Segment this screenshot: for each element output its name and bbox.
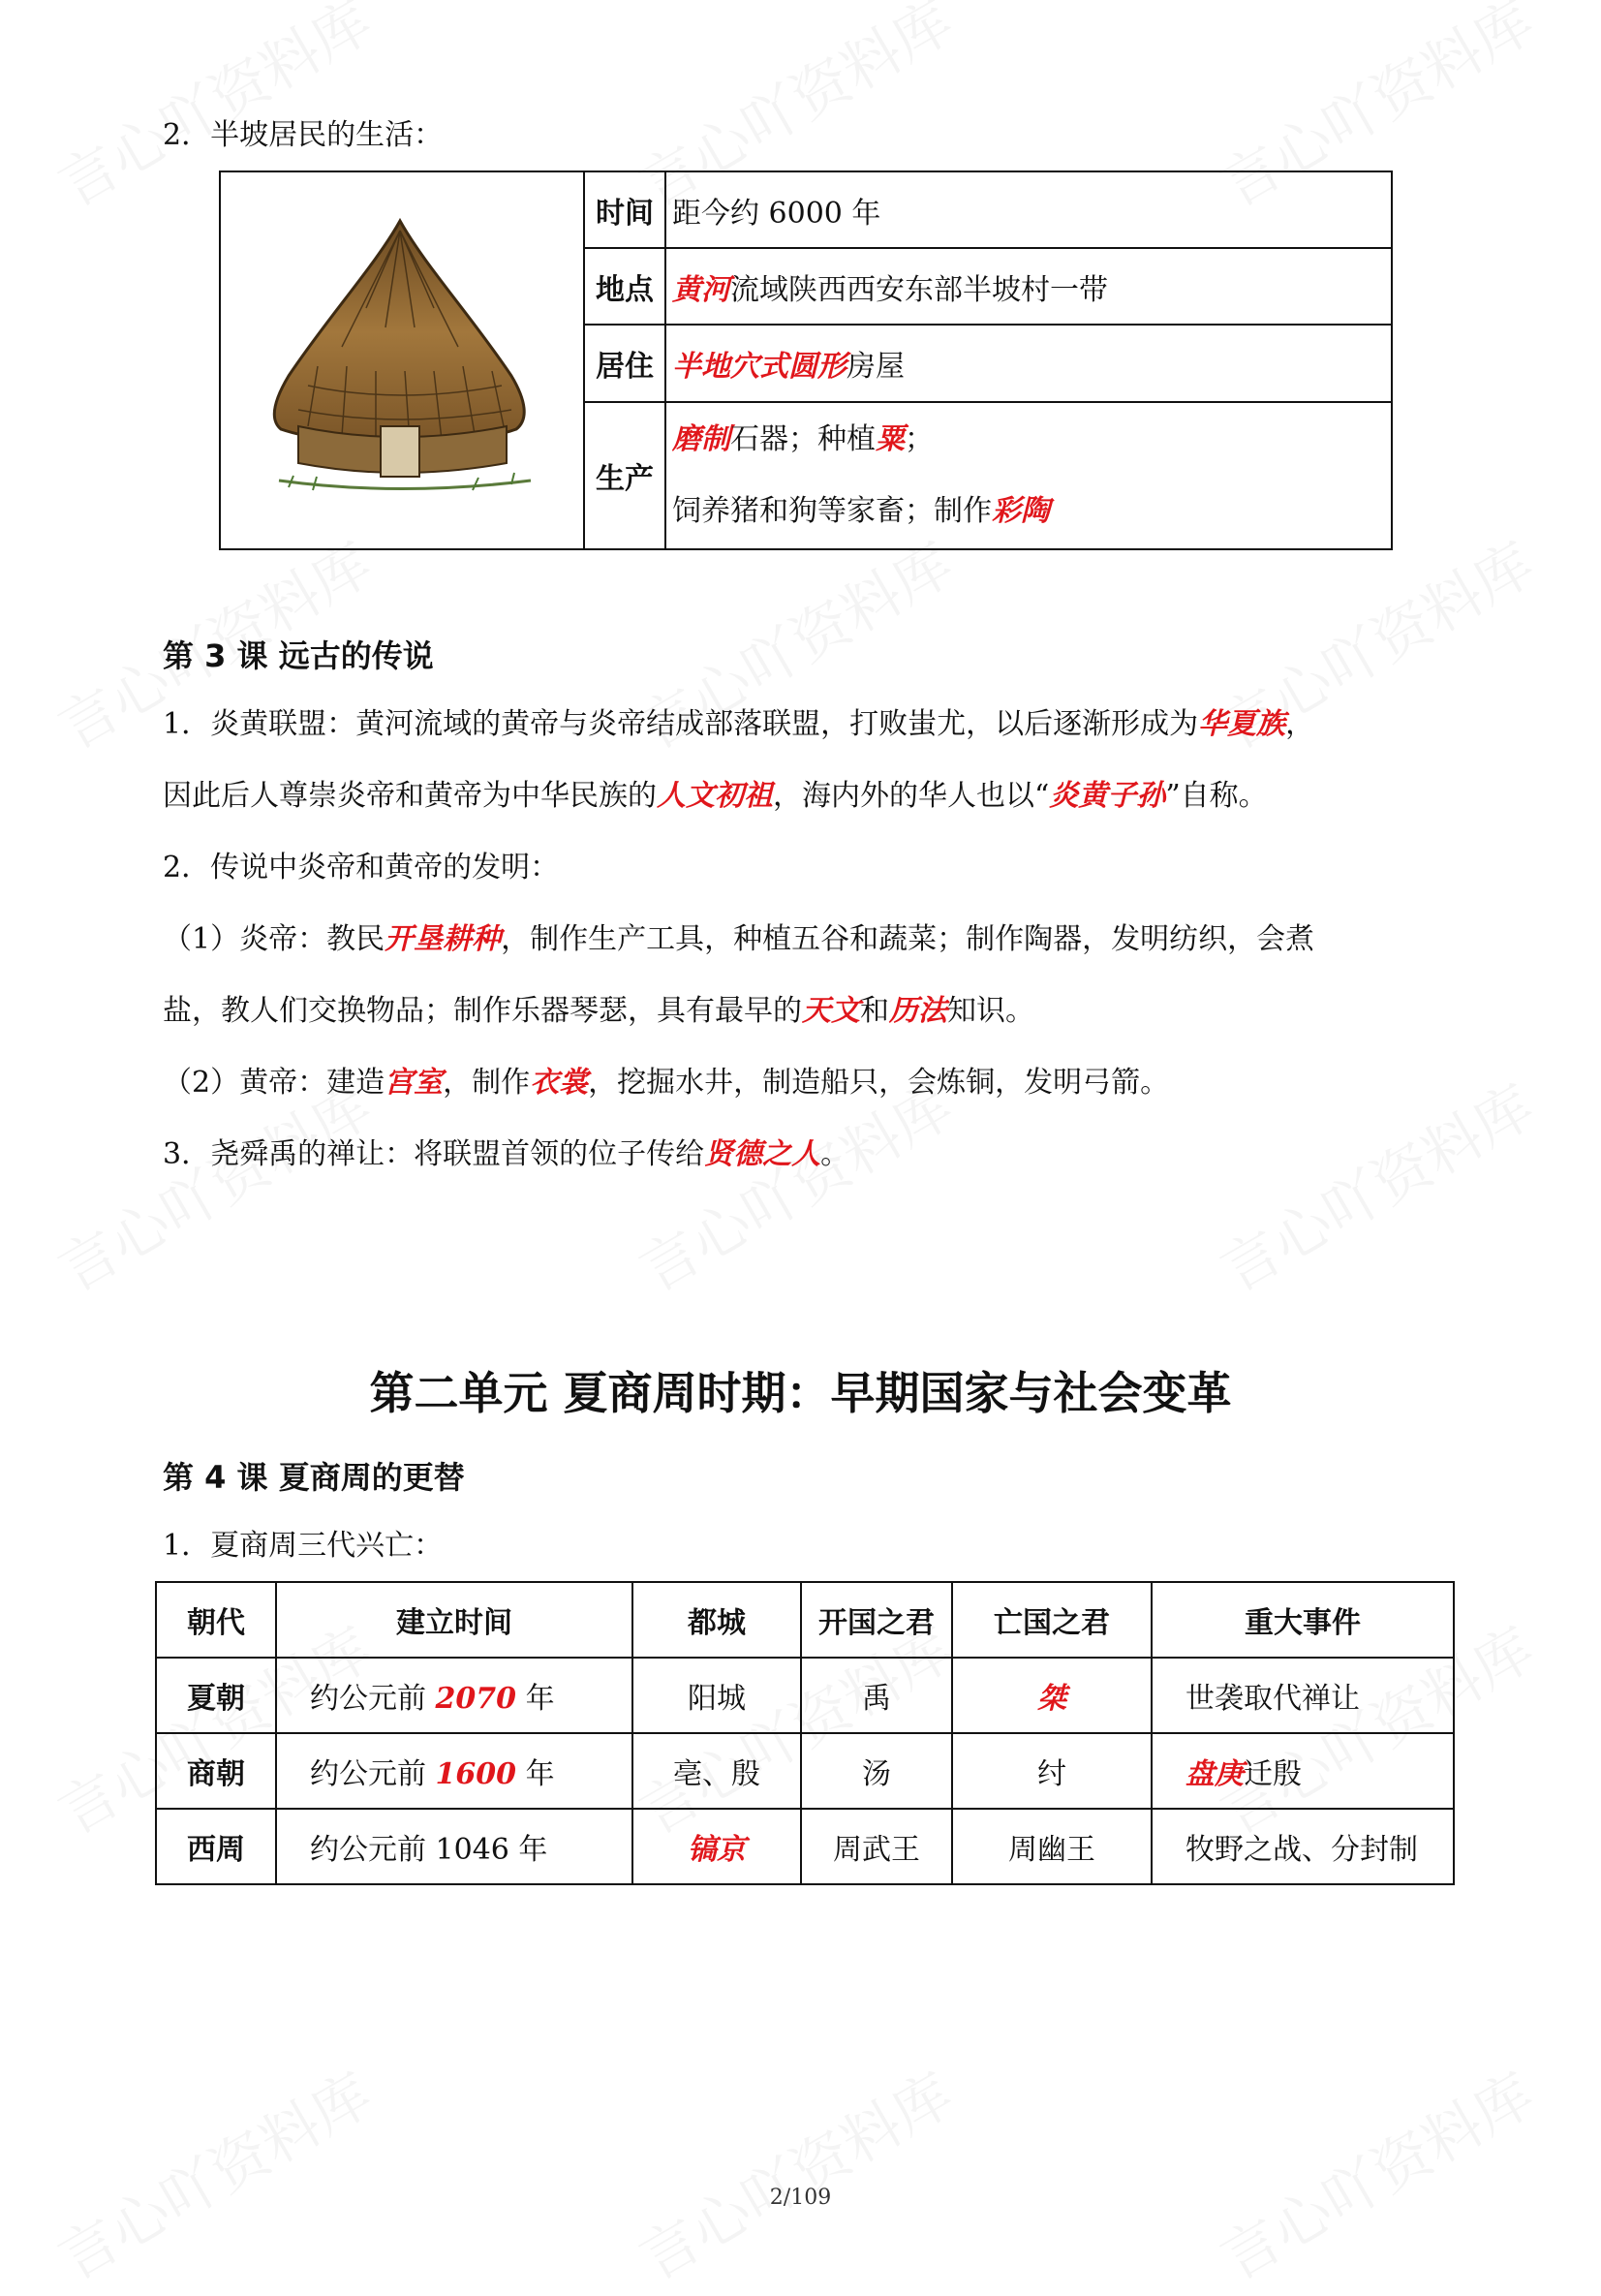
- dynasty-name: 商朝: [156, 1733, 276, 1809]
- table-row: [156, 1733, 1454, 1809]
- dynasty-name: 夏朝: [156, 1658, 276, 1733]
- dynasty-table: [155, 1581, 1455, 1885]
- highlighted-keyword: 桀: [1037, 1682, 1066, 1716]
- capital: [632, 1809, 801, 1884]
- lesson3-paragraph-1a: 1．炎黄联盟：黄河流域的黄帝与炎帝结成部落联盟，打败蚩尤，以后逐渐形成为华夏族，: [163, 707, 1315, 741]
- highlighted-keyword: 彩陶: [992, 493, 1050, 528]
- unit2-title: 第二单元 夏商周时期：早期国家与社会变革: [369, 1367, 1232, 1419]
- watermark-text: [1204, 1062, 1548, 1308]
- founded-time: 约公元前 2070 年: [276, 1658, 632, 1733]
- dynasty-name: 西周: [156, 1809, 276, 1884]
- lesson3-paragraph-1b: 因此后人尊崇炎帝和黄帝为中华民族的人文初祖，海内外的华人也以“炎黄子孙”自称。: [163, 779, 1268, 813]
- lesson3-paragraph-3b: 盐，教人们交换物品；制作乐器琴瑟，具有最早的天文和历法知识。: [163, 994, 1034, 1028]
- watermark-text: [1204, 2050, 1548, 2296]
- highlighted-keyword: 黄河: [672, 272, 730, 307]
- banpo-label-production: 生产: [584, 402, 665, 549]
- capital: 阳城: [632, 1658, 801, 1733]
- page-number: 2/109: [769, 2186, 832, 2210]
- highlighted-keyword: 镐京: [688, 1833, 746, 1867]
- capital: 亳、殷: [632, 1733, 801, 1809]
- banpo-value-place: 黄河流域陕西西安东部半坡村一带: [665, 248, 1392, 325]
- section-heading-banpo: 2．半坡居民的生活：: [163, 118, 444, 152]
- highlighted-keyword: 历法: [889, 994, 947, 1028]
- highlighted-keyword: 半地穴式圆形: [672, 350, 847, 385]
- founded-time: 约公元前 1600 年: [276, 1733, 632, 1809]
- major-event: 牧野之战、分封制: [1152, 1809, 1454, 1884]
- highlighted-keyword: 天文: [802, 994, 860, 1028]
- header-last-ruler: 亡国之君: [952, 1582, 1152, 1658]
- header-founder: 开国之君: [801, 1582, 952, 1658]
- banpo-table: [219, 171, 1393, 550]
- dynasty-table-header: [156, 1582, 1454, 1658]
- highlighted-keyword: 炎黄子孙: [1049, 779, 1166, 813]
- highlighted-keyword: 开垦耕种: [385, 922, 502, 956]
- banpo-value-time: 距今约 6000 年: [665, 171, 1392, 248]
- table-row: [156, 1658, 1454, 1733]
- highlighted-keyword: 人文初祖: [657, 779, 773, 813]
- founder: 汤: [801, 1733, 952, 1809]
- highlighted-keyword: 宫室: [385, 1066, 444, 1100]
- header-dynasty: 朝代: [156, 1582, 276, 1658]
- banpo-value-dwelling: 半地穴式圆形房屋: [665, 325, 1392, 401]
- founder: 禹: [801, 1658, 952, 1733]
- watermark-text: [42, 2050, 385, 2296]
- banpo-label-dwelling: 居住: [584, 325, 665, 401]
- thatched-hut-image: [221, 172, 583, 541]
- header-founded: 建立时间: [276, 1582, 632, 1658]
- lesson3-title: 第 3 课 远古的传说: [163, 637, 434, 674]
- lesson3-paragraph-3a: （1）炎帝：教民开垦耕种，制作生产工具，种植五谷和蔬菜；制作陶器，发明纺织，会煮: [163, 922, 1315, 956]
- highlighted-keyword: 磨制: [672, 421, 730, 456]
- last-ruler: 纣: [952, 1733, 1152, 1809]
- lesson4-intro: 1．夏商周三代兴亡：: [163, 1529, 444, 1563]
- major-event: 世袭取代禅让: [1152, 1658, 1454, 1733]
- last-ruler: [952, 1658, 1152, 1733]
- highlighted-keyword: 粟: [876, 421, 905, 456]
- highlighted-keyword: 盘庚: [1185, 1757, 1244, 1791]
- founded-time: 约公元前 1046 年: [276, 1809, 632, 1884]
- banpo-label-time: 时间: [584, 171, 665, 248]
- founder: 周武王: [801, 1809, 952, 1884]
- last-ruler: 周幽王: [952, 1809, 1152, 1884]
- highlighted-keyword: 贤德之人: [704, 1137, 821, 1171]
- lesson3-paragraph-4: （2）黄帝：建造宫室，制作衣裳，挖掘水井，制造船只，会炼铜，发明弓箭。: [163, 1066, 1170, 1100]
- banpo-label-place: 地点: [584, 248, 665, 325]
- highlighted-keyword: 衣裳: [530, 1066, 589, 1100]
- table-row: [156, 1809, 1454, 1884]
- banpo-value-production: 磨制石器；种植粟； 饲养猪和狗等家畜；制作彩陶: [665, 402, 1392, 549]
- major-event: 盘庚迁殷: [1152, 1733, 1454, 1809]
- watermark-text: [623, 2050, 967, 2296]
- highlighted-keyword: 华夏族: [1198, 707, 1286, 741]
- hut-illustration-cell: [220, 171, 584, 549]
- header-capital: 都城: [632, 1582, 801, 1658]
- lesson4-title: 第 4 课 夏商周的更替: [163, 1459, 465, 1496]
- lesson3-paragraph-2: 2．传说中炎帝和黄帝的发明：: [163, 851, 560, 884]
- lesson3-paragraph-5: 3．尧舜禹的禅让：将联盟首领的位子传给贤德之人。: [163, 1137, 850, 1171]
- header-major-events: 重大事件: [1152, 1582, 1454, 1658]
